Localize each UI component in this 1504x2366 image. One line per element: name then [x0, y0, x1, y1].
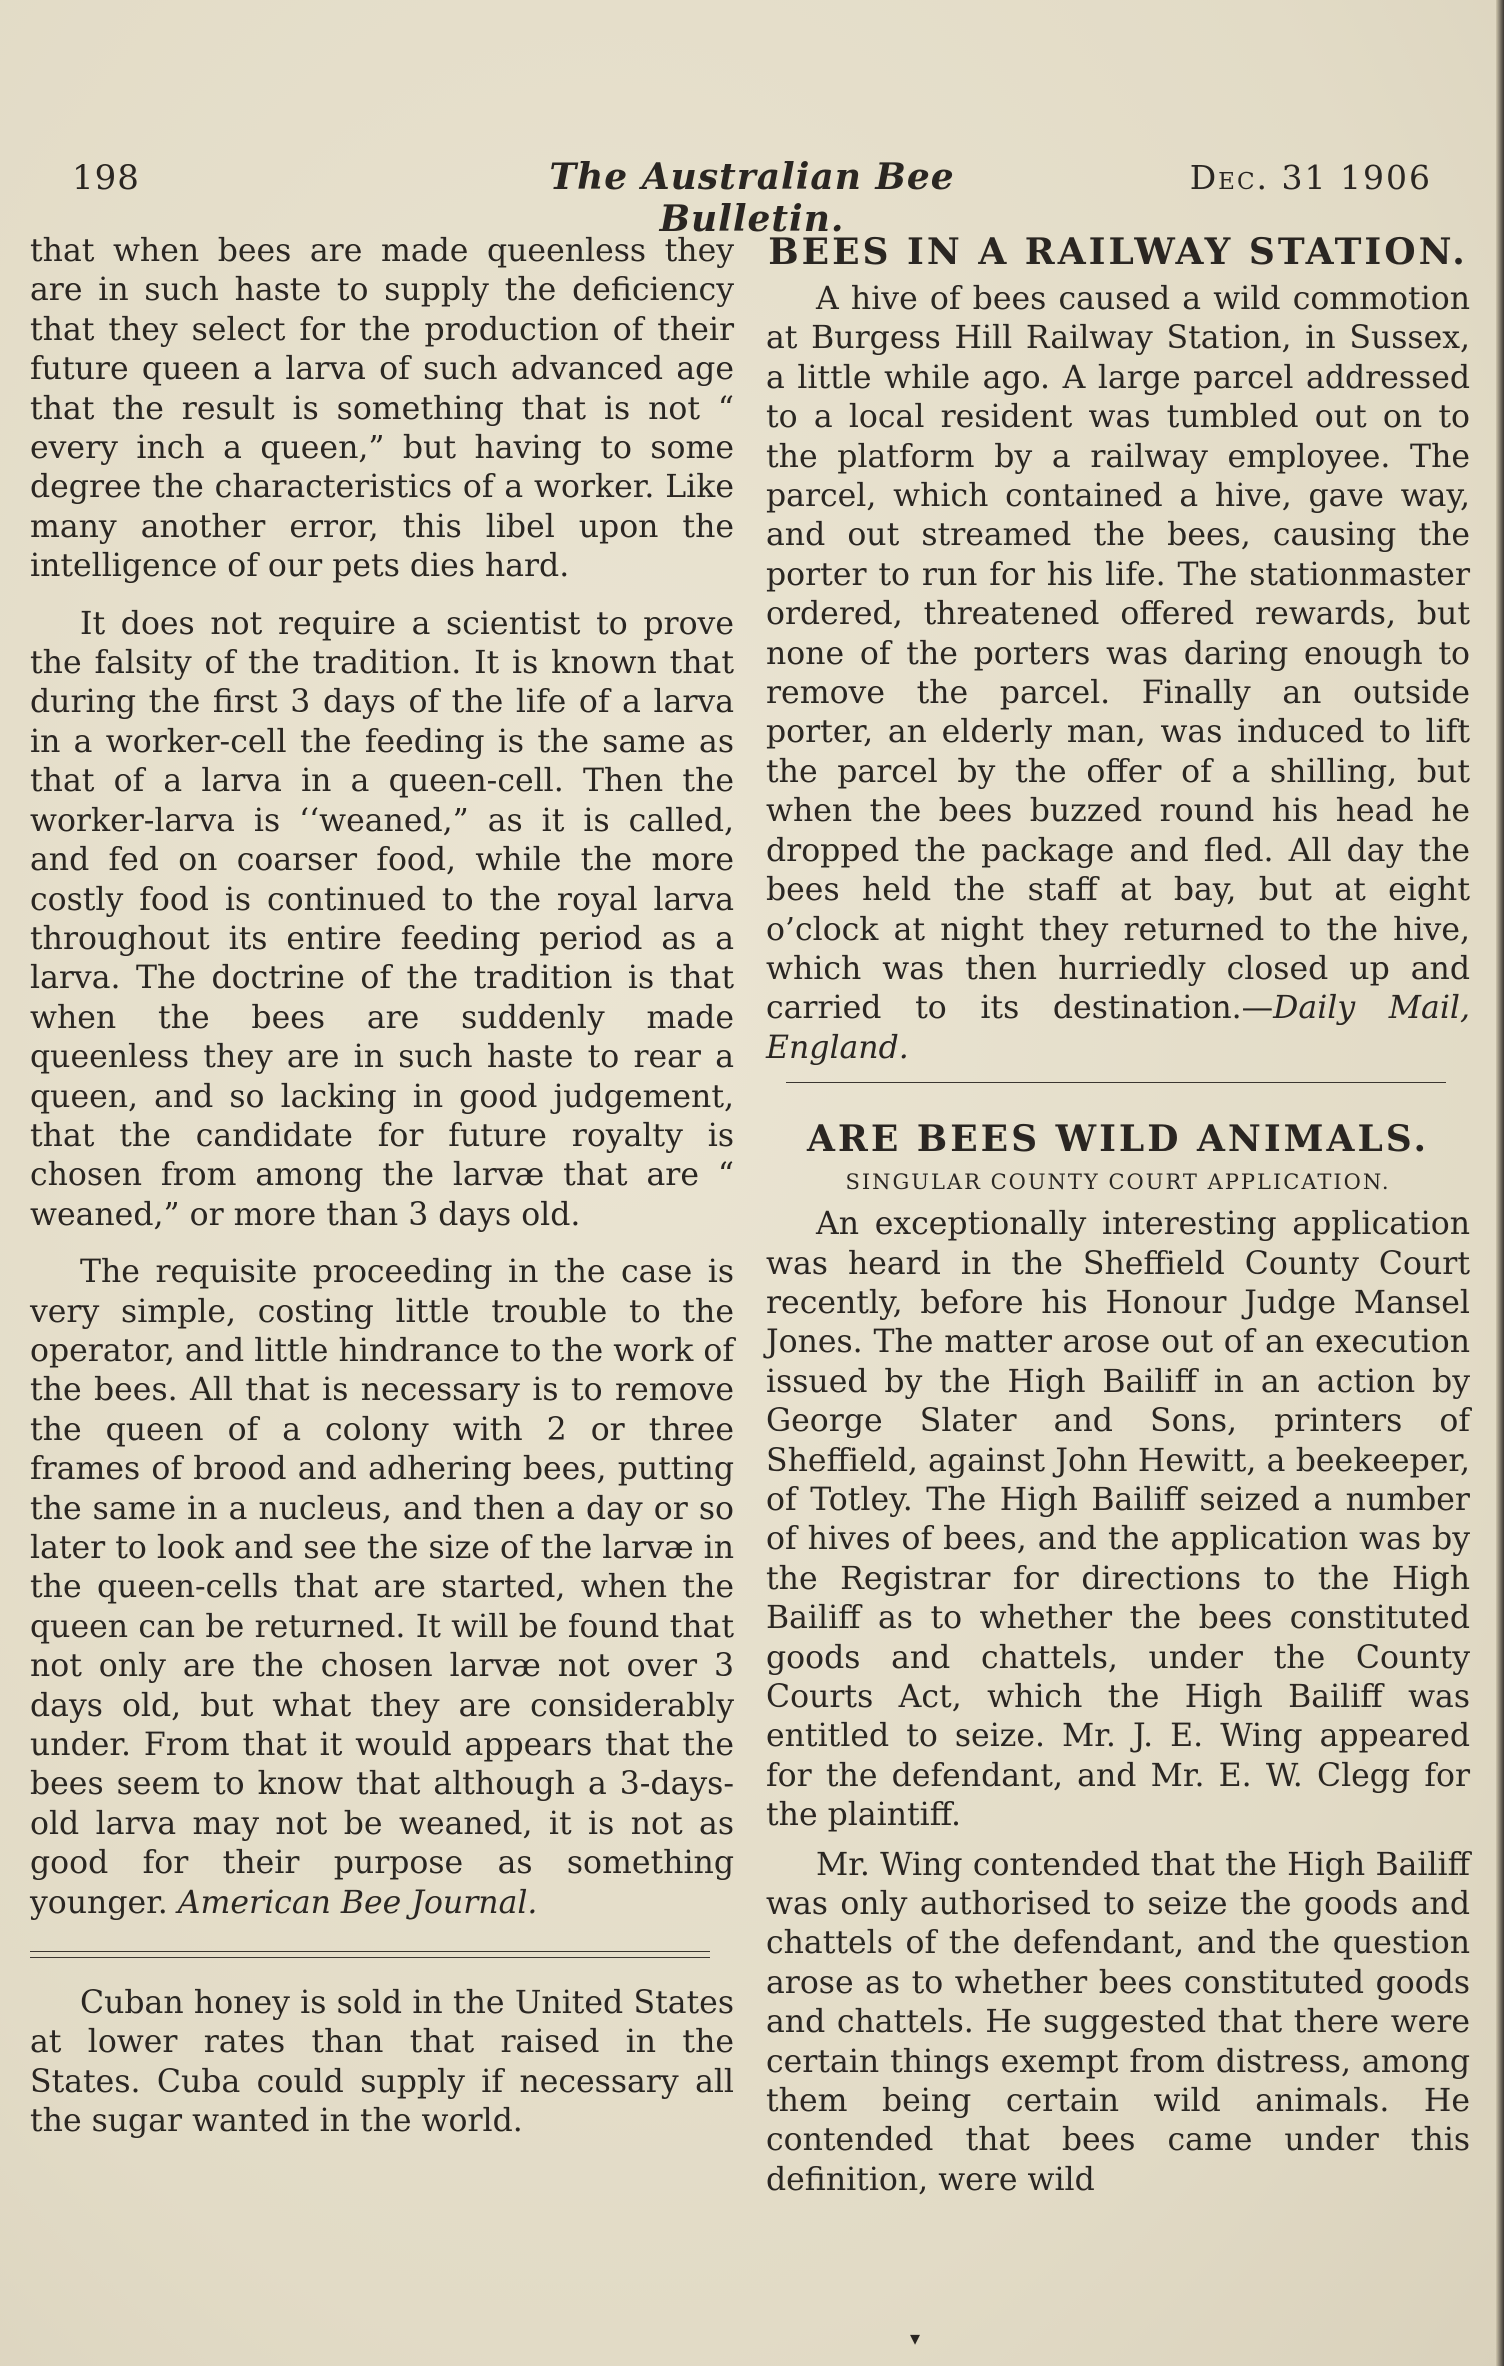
article-heading-railway: BEES IN A RAILWAY STATION. [768, 231, 1468, 273]
article-paragraph-application: An exceptionally interesting application was heard in the Sheffield County Court recently, before his Honour Judge Mansel Jones. The matter arose out of an execution issued by the High Bailiff in an action by George Slater and Sons, printers of Sheffield, against John Hewitt, a beekeeper, of Totley. The High Bailiff seized a number of hives of bees, and the application was by the Registrar for directions to the High Bailiff as to whether the bees constituted goods and chattels, under the County Courts Act, which the High Bailiff was entitled to seize. Mr. J. E. Wing appeared for the defendant, and Mr. E. W. Clegg for the plaintiff. [766, 1206, 1470, 1834]
paragraph-tradition: It does not require a scientist to prove the falsity of the tradition. It is known that during the first 3 days of the life of a larva in a worker-cell the feeding is the same as that of a larva in a queen-cell. Then the worker-larva is ‘‘weaned,” as it is called, and fed on coarser food, while the more costly food is continued to the royal larva throughout its entire feeding period as a larva. The doctrine of the tradition is that when the bees are suddenly made queenless they are in such haste to rear a queen, and so lacking in good judgement, that the candidate for future royalty is chosen from among the larvæ that are “ weaned,” or more than 3 days old. [30, 605, 734, 1233]
issue-date: Dec. 31 1906 [1189, 158, 1432, 197]
page-speck-mark: ▾ [910, 2326, 921, 2350]
paragraph-proceeding [30, 1253, 734, 1923]
page-header [72, 150, 1432, 240]
section-divider [30, 1951, 710, 1958]
article-source-railway: Daily Mail, England. [766, 990, 1470, 1066]
paragraph-continued: that when bees are made queenless they are in such haste to supply the deficiency that they select for the production of their future queen a larva of such advanced age that the result is something that is not “ every inch a queen,” but having to some degree the characteristics of a worker. Like many another error, this libel upon the intelligence of our pets dies hard. [30, 233, 734, 585]
article-source: American Bee Journal. [177, 1884, 538, 1921]
article-heading-wild-animals: ARE BEES WILD ANIMALS. [806, 1118, 1429, 1161]
article-subheading: SINGULAR COUNTY COURT APPLICATION. [845, 1170, 1391, 1195]
page-number: 198 [72, 158, 140, 198]
left-column [30, 232, 734, 2142]
article-paragraph-wing: Mr. Wing contended that the High Bailiff was only authorised to seize the goods and chattels of the defendant, and the question arose as to whether bees constituted goods and chattels. He suggested that there were certain things exempt from distress, among them being certain wild animals. He contended that bees came under this definition, were wild [766, 1846, 1470, 2198]
article-body-railway [766, 280, 1470, 1068]
page-edge-shadow [1496, 0, 1504, 2366]
paragraph-cuban-honey: Cuban honey is sold in the United States at lower rates than that raised in the States. Cuba could supply if necessary all the sugar wanted in the world. [30, 1985, 734, 2140]
paragraph-proceeding-text: The requisite proceeding in the case is very simple, costing little trouble to the operator, and little hindrance to the work of the bees. All that is necessary is to remove the queen of a colony with 2 or three frames of brood and adhering bees, putting the same in a nucleus, and then a day or so later to look and see the size of the larvæ in the queen-cells that are started, when the queen can be returned. It will be found that not only are the chosen larvæ not over 3 days old, but what they are considerably under. From that it would appears that the bees seem to know that although a 3-days-old larva may not be weaned, it is not as good for their purpose as something younger. [30, 1254, 734, 1921]
journal-title: The Australian Bee Bulletin. [549, 156, 955, 240]
article-body-railway-text: A hive of bees caused a wild commotion at Burgess Hill Railway Station, in Sussex, a little while ago. A large parcel addressed to a local resident was tumbled out on to the platform by a railway employee. The parcel, which contained a hive, gave way, and out streamed the bees, causing the porter to run for his life. The stationmaster ordered, threatened offered rewards, but none of the porters was daring enough to remove the parcel. Finally an outside porter, an elderly man, was induced to lift the parcel by the offer of a shilling, but when the bees buzzed round his head he dropped the package and fled. All day the bees held the staff at bay, but at eight o’clock at night they returned to the hive, which was then hurriedly closed up and carried to its destination.— [766, 281, 1470, 1027]
right-column [766, 230, 1470, 2200]
